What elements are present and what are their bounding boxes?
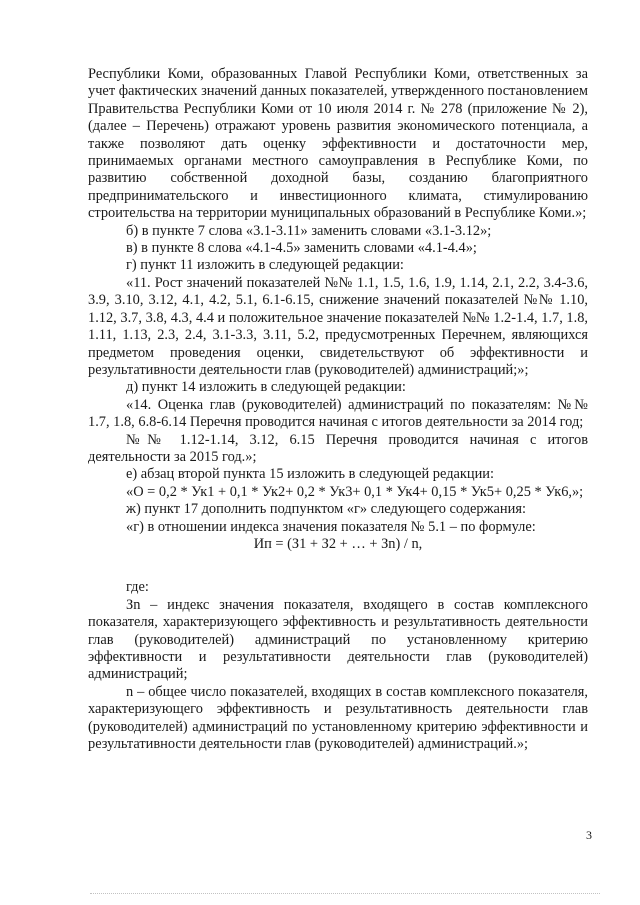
document-body <box>88 66 588 753</box>
spacer <box>88 553 588 579</box>
paragraph-item-b: б) в пункте 7 слова «3.1-3.11» заменить словами «3.1-3.12»; <box>126 222 492 239</box>
paragraph-item-d: д) пункт 14 изложить в следующей редакции: <box>126 379 406 396</box>
index-formula: Ип = (З1 + З2 + … + Зn) / n, <box>253 535 423 552</box>
paragraph-item-zh: ж) пункт 17 дополнить подпунктом «г» следующего содержания: <box>126 501 526 518</box>
paragraph-item-v: в) в пункте 8 слова «4.1-4.5» заменить словами «4.1-4.4»; <box>126 240 477 257</box>
paragraph-item-g: г) пункт 11 изложить в следующей редакции: <box>126 257 404 274</box>
paragraph-item-e: е) абзац второй пункта 15 изложить в следующей редакции: <box>126 466 495 483</box>
paragraph-subpoint-g: «г) в отношении индекса значения показателя № 5.1 – по формуле: <box>126 518 536 535</box>
paragraph-intro: Республики Коми, образованных Главой Республики Коми, ответственных за учет фактических значений данных показателей, утвержденного постановлением Правительства Республики Коми от 10 июля 2014 г. № 278 (приложение № 2), (далее – Перечень) отражают уровень развития экономического потенциала, а также позволяют дать оценку эффективности и достаточности мер, принимаемых органами местного самоуправления в Республике Коми, по развитию собственной доходной базы, созданию благоприятного предпринимательского и инвестиционного климата, стимулированию строительства на территории муниципальных образований в Республике Коми.»; <box>88 66 588 222</box>
where-label: где: <box>126 579 149 596</box>
paragraph-point-11: «11. Рост значений показателей №№ 1.1, 1.5, 1.6, 1.9, 1.14, 2.1, 2.2, 3.4-3.6, 3.9, 3.10, 3.12, 4.1, 4.2, 5.1, 6.1-6.15, снижение значений показателей №№ 1.10, 1.12, 3.7, 3.8, 4.3, 4.4 и положительное значение показателей №№ 1.2-1.4, 1.7, 1.8, 1.11, 1.13, 2.3, 2.4, 3.1-3.3, 3.11, 5.2, предусмотренных Перечнем, являющихся предметом проведения оценки, свидетельствуют об эффективности и результативности деятельности глав (руководителей) администраций;»; <box>88 274 588 378</box>
page-number: 3 <box>586 828 592 842</box>
paragraph-point-14: «14. Оценка глав (руководителей) администраций по показателям: №№ 1.7, 1.8, 6.8-6.14 Перечня проводится начиная с итогов деятельности за 2014 год; <box>88 396 588 431</box>
scan-edge-line <box>90 893 600 894</box>
definition-zn: Зn – индекс значения показателя, входящего в состав комплексного показателя, характеризующего эффективность и результативность деятельности глав (руководителей) администраций по установленному критерию эффективности и результативности деятельности глав (руководителей) администраций; <box>88 596 588 683</box>
paragraph-point-14-continued: №№ 1.12-1.14, 3.12, 6.15 Перечня проводится начиная с итогов деятельности за 2015 год.»; <box>88 431 588 465</box>
paragraph-formula-o: «О = 0,2 * Ук1 + 0,1 * Ук2+ 0,2 * Ук3+ 0,1 * Ук4+ 0,15 * Ук5+ 0,25 * Ук6,»; <box>126 483 584 500</box>
definition-n: n – общее число показателей, входящих в состав комплексного показателя, характеризующего эффективность и результативность деятельности глав (руководителей) администраций по установленному критерию эффективности и результативности деятельности глав (руководителей) администраций.»; <box>88 683 588 753</box>
